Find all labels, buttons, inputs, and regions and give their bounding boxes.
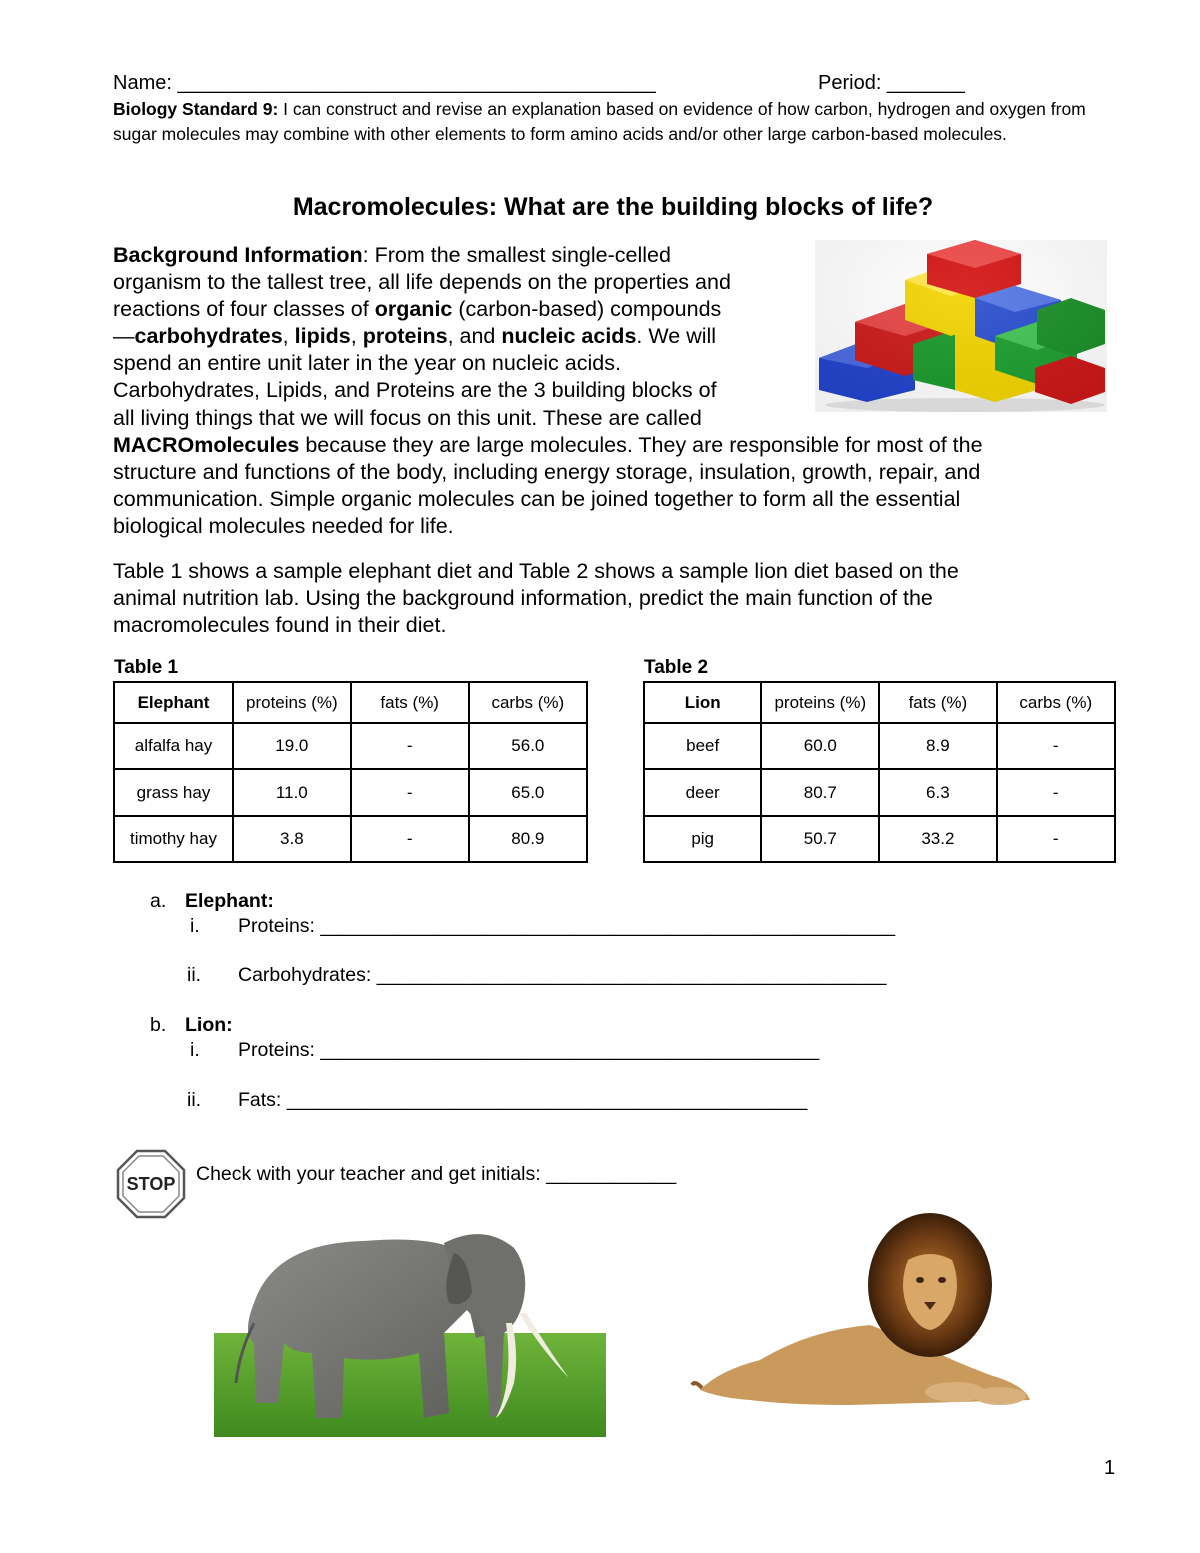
table-cell: - (997, 769, 1115, 815)
question-b-ii-marker: ii. (187, 1089, 202, 1111)
table-cell: 50.7 (761, 816, 879, 862)
table-row (114, 769, 587, 815)
table-cell: 3.8 (233, 816, 351, 862)
table-row (114, 816, 587, 862)
table-cell: grass hay (114, 769, 233, 815)
elephant-carbohydrates-answer[interactable]: Carbohydrates: _______________________________________________ (238, 964, 887, 986)
table-cell: 65.0 (469, 769, 587, 815)
question-b-label: Lion: (185, 1014, 233, 1036)
table-cell: 19.0 (233, 723, 351, 769)
elephant-image (214, 1213, 606, 1437)
intro-line-3: macromolecules found in their diet. (113, 613, 447, 637)
teacher-initials-field[interactable]: Check with your teacher and get initials: ____________ (196, 1163, 677, 1185)
bg-line-7: all living things that we will focus on this unit. These are called (113, 405, 702, 430)
table-cell: 33.2 (879, 816, 996, 862)
bg-line-2: organism to the tallest tree, all life depends on the properties and (113, 270, 731, 295)
table-1 (113, 681, 588, 863)
bg-line-11: biological molecules needed for life. (113, 513, 454, 538)
question-a-ii-marker: ii. (187, 964, 202, 986)
table-cell: - (997, 816, 1115, 862)
table-cell: 6.3 (879, 769, 996, 815)
table-cell: - (351, 723, 469, 769)
period-field[interactable]: Period: _______ (818, 72, 965, 94)
table-cell: beef (644, 723, 761, 769)
stop-sign-text: STOP (126, 1174, 176, 1194)
lion-proteins-answer[interactable]: Proteins: ______________________________________________ (238, 1039, 820, 1061)
question-b-marker: b. (150, 1014, 167, 1036)
lion-image (690, 1210, 1035, 1410)
table-row (644, 769, 1115, 815)
table-2-header: proteins (%) (761, 682, 879, 723)
table-1-header: Elephant (114, 682, 233, 723)
table-cell: 60.0 (761, 723, 879, 769)
elephant-proteins-answer[interactable]: Proteins: _____________________________________________________ (238, 915, 896, 937)
question-a-i-marker: i. (190, 915, 200, 937)
table-cell: 80.9 (469, 816, 587, 862)
table-cell: 56.0 (469, 723, 587, 769)
biology-standard (113, 97, 1103, 147)
table-2-caption: Table 2 (644, 657, 709, 678)
lego-blocks-image (815, 240, 1107, 412)
intro-line-2: animal nutrition lab. Using the background information, predict the main function of the (113, 586, 933, 610)
table-cell: - (997, 723, 1115, 769)
table-row (114, 723, 587, 769)
table-cell: alfalfa hay (114, 723, 233, 769)
question-a-label: Elephant: (185, 890, 274, 912)
intro-line-1: Table 1 shows a sample elephant diet and Table 2 shows a sample lion diet based on the (113, 559, 959, 583)
table-cell: pig (644, 816, 761, 862)
table-row (644, 816, 1115, 862)
stop-sign-icon (116, 1149, 186, 1219)
table-2-header: Lion (644, 682, 761, 723)
standard-text: I can construct and revise an explanation based on evidence of how carbon, hydrogen and oxygen from sugar molecules may combine with other elements to form amino acids and/or other large carbon-based molecules. (113, 99, 1086, 144)
table-cell: - (351, 769, 469, 815)
bg-line-8: MACROmolecules because they are large molecules. They are responsible for most of the (113, 432, 983, 457)
question-a-marker: a. (150, 890, 167, 912)
table-2-header: fats (%) (879, 682, 996, 723)
table-row (644, 723, 1115, 769)
table-intro (113, 558, 959, 639)
table-cell: timothy hay (114, 816, 233, 862)
table-1-header: proteins (%) (233, 682, 351, 723)
table-2 (643, 681, 1116, 863)
table-cell: 8.9 (879, 723, 996, 769)
bg-line-9: structure and functions of the body, including energy storage, insulation, growth, repair, and (113, 459, 981, 484)
background-heading: Background Information (113, 243, 363, 267)
lion-fats-answer[interactable]: Fats: ________________________________________________ (238, 1089, 808, 1111)
bg-line-4: —carbohydrates, lipids, proteins, and nucleic acids. We will (113, 324, 717, 349)
table-cell: 11.0 (233, 769, 351, 815)
bg-line-1: : From the smallest single-celled (362, 243, 671, 267)
page-title: Macromolecules: What are the building blocks of life? (292, 193, 934, 221)
table-cell: deer (644, 769, 761, 815)
bg-line-10: communication. Simple organic molecules can be joined together to form all the essential (113, 486, 961, 511)
name-field[interactable]: Name: ___________________________________________ (113, 72, 656, 94)
table-1-header: fats (%) (351, 682, 469, 723)
table-1-caption: Table 1 (114, 657, 179, 678)
bg-line-6: Carbohydrates, Lipids, and Proteins are the 3 building blocks of (113, 378, 717, 403)
table-1-header: carbs (%) (469, 682, 587, 723)
bg-line-5: spend an entire unit later in the year on nucleic acids. (113, 351, 621, 376)
table-cell: 80.7 (761, 769, 879, 815)
page-number: 1 (1104, 1457, 1116, 1479)
question-b-i-marker: i. (190, 1039, 200, 1061)
table-cell: - (351, 816, 469, 862)
bg-line-3: reactions of four classes of organic (carbon-based) compounds (113, 297, 722, 322)
standard-label: Biology Standard 9: (113, 99, 279, 119)
table-2-header: carbs (%) (997, 682, 1115, 723)
